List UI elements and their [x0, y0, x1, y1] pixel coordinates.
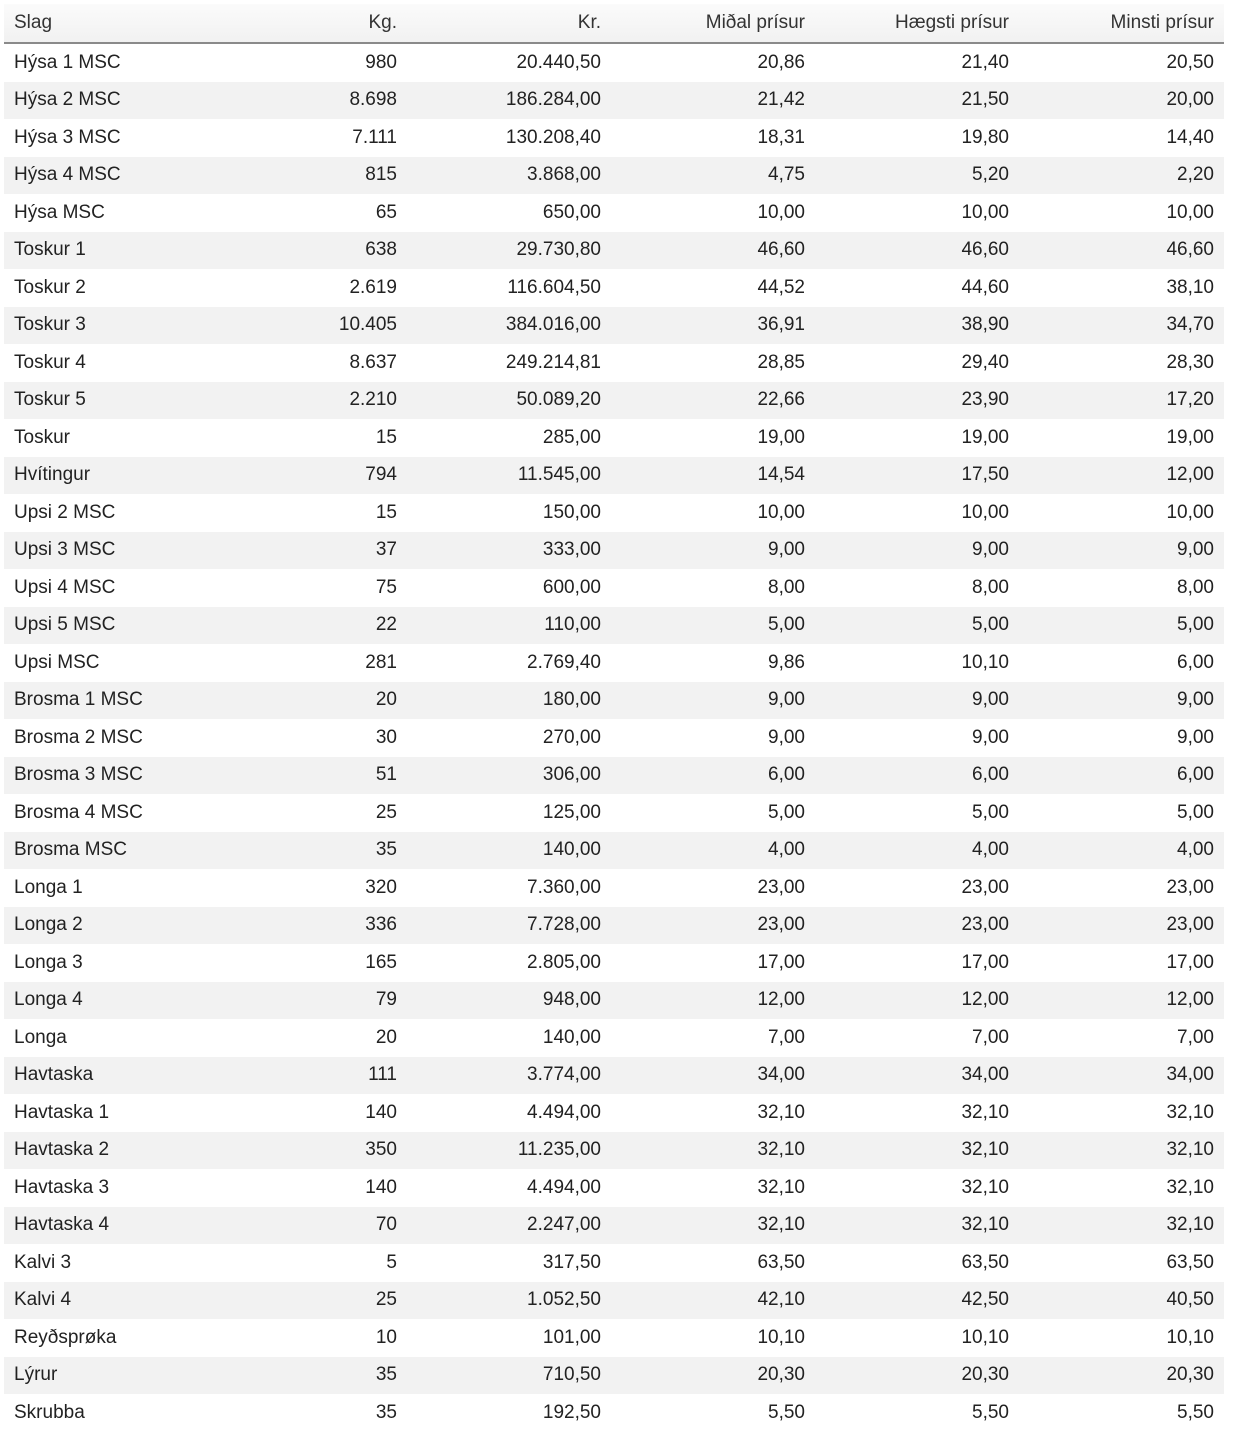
- cell-avg-price: 19,00: [757, 426, 805, 448]
- cell-max-price: 9,00: [815, 682, 1019, 720]
- cell-min-price: 12,00: [1019, 982, 1224, 1020]
- cell-slag: Havtaska: [4, 1057, 204, 1095]
- header-min-price[interactable]: Minsti prísur: [1019, 4, 1224, 43]
- cell-min-price: 20,30: [1019, 1357, 1224, 1395]
- cell-max-price: 9,00: [815, 532, 1019, 570]
- cell-slag: Brosma 4 MSC: [14, 801, 143, 823]
- cell-slag: Brosma 1 MSC: [4, 682, 204, 720]
- table-row: [4, 194, 1224, 232]
- cell-min-price: 2,20: [1019, 157, 1224, 195]
- cell-kg: 281: [365, 651, 397, 673]
- cell-min-price: 4,00: [1019, 832, 1224, 870]
- header-max-price[interactable]: Hægsti prísur: [815, 4, 1019, 43]
- cell-kg: 15: [375, 501, 397, 523]
- cell-kr: 110,00: [407, 607, 611, 645]
- table-row: [4, 1282, 1224, 1320]
- table-row: [4, 719, 1224, 757]
- cell-slag: Toskur 2: [14, 276, 86, 298]
- cell-kr: 650,00: [542, 201, 601, 223]
- cell-kr: 3.868,00: [407, 157, 611, 195]
- cell-avg-price: 20,30: [611, 1357, 815, 1395]
- table-row: [4, 1357, 1224, 1395]
- cell-max-price: 9,00: [972, 726, 1009, 748]
- cell-kg: 5: [386, 1251, 397, 1273]
- cell-min-price: 32,10: [1019, 1207, 1224, 1245]
- table-row: [4, 1244, 1224, 1282]
- cell-slag: Toskur 1: [4, 232, 204, 270]
- cell-avg-price: 22,66: [611, 382, 815, 420]
- cell-avg-price: 9,00: [611, 532, 815, 570]
- cell-min-price: 10,00: [1166, 201, 1214, 223]
- cell-avg-price: 63,50: [757, 1251, 805, 1273]
- cell-slag: Longa 1: [14, 876, 83, 898]
- cell-min-price: 38,10: [1166, 276, 1214, 298]
- cell-max-price: 10,10: [961, 651, 1009, 673]
- cell-max-price: 5,00: [815, 607, 1019, 645]
- cell-slag: Hýsa MSC: [14, 201, 105, 223]
- header-slag[interactable]: Slag: [4, 4, 204, 43]
- cell-max-price: 8,00: [972, 576, 1009, 598]
- cell-avg-price: 4,75: [611, 157, 815, 195]
- cell-avg-price: 44,52: [757, 276, 805, 298]
- cell-max-price: 29,40: [961, 351, 1009, 373]
- table-row: [4, 794, 1224, 832]
- cell-kr: 130.208,40: [505, 126, 601, 148]
- cell-max-price: 32,10: [815, 1207, 1019, 1245]
- cell-max-price: 10,00: [961, 201, 1009, 223]
- cell-kr: 11.235,00: [407, 1132, 611, 1170]
- cell-slag: Brosma MSC: [4, 832, 204, 870]
- table-row: [4, 43, 1224, 82]
- cell-max-price: 17,50: [815, 457, 1019, 495]
- cell-avg-price: 23,00: [611, 907, 815, 945]
- cell-kr: 384.016,00: [407, 307, 611, 345]
- cell-slag: Hýsa 4 MSC: [4, 157, 204, 195]
- cell-avg-price: 14,54: [611, 457, 815, 495]
- cell-avg-price: 17,00: [757, 951, 805, 973]
- cell-slag: Havtaska 2: [4, 1132, 204, 1170]
- cell-max-price: 21,40: [961, 51, 1009, 73]
- table-row: [4, 869, 1224, 907]
- cell-slag: Kalvi 3: [14, 1251, 72, 1273]
- cell-max-price: 23,90: [815, 382, 1019, 420]
- cell-kr: 306,00: [407, 757, 611, 795]
- cell-kg: 65: [375, 201, 397, 223]
- cell-kr: 948,00: [407, 982, 611, 1020]
- cell-avg-price: 18,31: [757, 126, 805, 148]
- cell-max-price: 7,00: [972, 1026, 1009, 1048]
- table-row: [4, 644, 1224, 682]
- cell-max-price: 32,10: [815, 1132, 1019, 1170]
- price-table: [4, 4, 1224, 1432]
- table-row: [4, 757, 1224, 795]
- cell-min-price: 23,00: [1019, 907, 1224, 945]
- cell-min-price: 63,50: [1166, 1251, 1214, 1273]
- cell-avg-price: 8,00: [768, 576, 805, 598]
- cell-kg: 70: [204, 1207, 407, 1245]
- cell-slag: Longa: [14, 1026, 67, 1048]
- table-row: [4, 1319, 1224, 1357]
- table-row: [4, 1132, 1224, 1170]
- table-row: [4, 1169, 1224, 1207]
- cell-max-price: 4,00: [815, 832, 1019, 870]
- cell-kg: 15: [375, 426, 397, 448]
- cell-avg-price: 4,00: [611, 832, 815, 870]
- cell-avg-price: 32,10: [611, 1207, 815, 1245]
- table-row: [4, 569, 1224, 607]
- cell-avg-price: 36,91: [611, 307, 815, 345]
- cell-slag: Upsi 5 MSC: [4, 607, 204, 645]
- table-row: [4, 119, 1224, 157]
- cell-min-price: 20,00: [1019, 82, 1224, 120]
- cell-kg: 20: [375, 1026, 397, 1048]
- cell-kg: 980: [365, 51, 397, 73]
- cell-avg-price: 10,00: [757, 501, 805, 523]
- table-row: [4, 382, 1224, 420]
- cell-avg-price: 10,10: [757, 1326, 805, 1348]
- cell-min-price: 23,00: [1166, 876, 1214, 898]
- cell-min-price: 14,40: [1166, 126, 1214, 148]
- cell-max-price: 32,10: [961, 1101, 1009, 1123]
- cell-kg: 336: [204, 907, 407, 945]
- cell-avg-price: 46,60: [611, 232, 815, 270]
- cell-slag: Longa 2: [4, 907, 204, 945]
- cell-kr: 249.214,81: [505, 351, 601, 373]
- cell-max-price: 5,00: [972, 801, 1009, 823]
- cell-min-price: 5,50: [1177, 1401, 1214, 1423]
- cell-min-price: 19,00: [1166, 426, 1214, 448]
- cell-kg: 2.210: [204, 382, 407, 420]
- cell-avg-price: 5,00: [611, 607, 815, 645]
- table-row: [4, 307, 1224, 345]
- cell-max-price: 19,00: [961, 426, 1009, 448]
- cell-min-price: 7,00: [1177, 1026, 1214, 1048]
- cell-min-price: 40,50: [1019, 1282, 1224, 1320]
- table-row: [4, 1094, 1224, 1132]
- cell-kg: 10.405: [204, 307, 407, 345]
- cell-avg-price: 23,00: [757, 876, 805, 898]
- cell-kr: 20.440,50: [516, 51, 601, 73]
- cell-kg: 111: [204, 1057, 407, 1095]
- cell-max-price: 10,10: [961, 1326, 1009, 1348]
- cell-max-price: 34,00: [815, 1057, 1019, 1095]
- table-row: [4, 1394, 1224, 1432]
- cell-max-price: 5,50: [972, 1401, 1009, 1423]
- cell-kg: 638: [204, 232, 407, 270]
- cell-kr: 29.730,80: [407, 232, 611, 270]
- cell-slag: Havtaska 4: [4, 1207, 204, 1245]
- table-row: [4, 1207, 1224, 1245]
- cell-kg: 35: [375, 1401, 397, 1423]
- cell-kg: 22: [204, 607, 407, 645]
- cell-kr: 11.545,00: [407, 457, 611, 495]
- cell-kg: 140: [365, 1176, 397, 1198]
- cell-slag: Toskur: [14, 426, 70, 448]
- cell-min-price: 20,50: [1166, 51, 1214, 73]
- cell-avg-price: 7,00: [768, 1026, 805, 1048]
- cell-kg: 25: [375, 801, 397, 823]
- cell-kr: 4.494,00: [527, 1176, 601, 1198]
- cell-avg-price: 9,86: [768, 651, 805, 673]
- header-kg[interactable]: Kg.: [204, 4, 407, 43]
- cell-max-price: 32,10: [961, 1176, 1009, 1198]
- cell-slag: Upsi 2 MSC: [14, 501, 116, 523]
- cell-kr: 285,00: [542, 426, 601, 448]
- table-header: [4, 4, 1224, 43]
- cell-max-price: 63,50: [961, 1251, 1009, 1273]
- cell-slag: Upsi 4 MSC: [14, 576, 116, 598]
- table-row: [4, 494, 1224, 532]
- cell-min-price: 9,00: [1019, 682, 1224, 720]
- cell-slag: Toskur 4: [14, 351, 86, 373]
- cell-kr: 600,00: [542, 576, 601, 598]
- cell-min-price: 12,00: [1019, 457, 1224, 495]
- cell-kg: 25: [204, 1282, 407, 1320]
- cell-kr: 140,00: [542, 1026, 601, 1048]
- table-row: [4, 344, 1224, 382]
- cell-kg: 79: [204, 982, 407, 1020]
- cell-min-price: 5,00: [1177, 801, 1214, 823]
- cell-min-price: 9,00: [1019, 532, 1224, 570]
- cell-slag: Hýsa 2 MSC: [4, 82, 204, 120]
- cell-avg-price: 20,86: [757, 51, 805, 73]
- cell-slag: Reyðsprøka: [14, 1326, 117, 1348]
- cell-kg: 8.637: [349, 351, 397, 373]
- cell-kr: 333,00: [407, 532, 611, 570]
- cell-kg: 35: [204, 832, 407, 870]
- cell-kr: 1.052,50: [407, 1282, 611, 1320]
- cell-avg-price: 32,10: [757, 1176, 805, 1198]
- cell-slag: Toskur 5: [4, 382, 204, 420]
- cell-slag: Brosma 3 MSC: [4, 757, 204, 795]
- header-avg-price[interactable]: Miðal prísur: [611, 4, 815, 43]
- cell-max-price: 44,60: [961, 276, 1009, 298]
- cell-kg: 794: [204, 457, 407, 495]
- cell-slag: Hvítingur: [4, 457, 204, 495]
- cell-max-price: 6,00: [815, 757, 1019, 795]
- cell-avg-price: 42,10: [611, 1282, 815, 1320]
- cell-max-price: 46,60: [815, 232, 1019, 270]
- cell-kr: 116.604,50: [507, 276, 601, 298]
- cell-slag: Havtaska 3: [14, 1176, 110, 1198]
- cell-kr: 2.805,00: [527, 951, 601, 973]
- cell-slag: Upsi 3 MSC: [4, 532, 204, 570]
- cell-kr: 150,00: [542, 501, 601, 523]
- cell-min-price: 34,00: [1019, 1057, 1224, 1095]
- cell-avg-price: 28,85: [757, 351, 805, 373]
- table-row: [4, 82, 1224, 120]
- cell-kg: 350: [204, 1132, 407, 1170]
- cell-slag: Lýrur: [4, 1357, 204, 1395]
- cell-kg: 8.698: [204, 82, 407, 120]
- cell-min-price: 17,00: [1166, 951, 1214, 973]
- cell-min-price: 32,10: [1019, 1132, 1224, 1170]
- cell-slag: Upsi MSC: [14, 651, 100, 673]
- cell-kg: 7.111: [352, 126, 397, 148]
- cell-kr: 317,50: [542, 1251, 601, 1273]
- cell-kr: 2.247,00: [407, 1207, 611, 1245]
- cell-slag: Hýsa 1 MSC: [14, 51, 121, 73]
- cell-kr: 2.769,40: [527, 651, 601, 673]
- cell-kg: 165: [365, 951, 397, 973]
- cell-avg-price: 10,00: [757, 201, 805, 223]
- cell-slag: Skrubba: [14, 1401, 85, 1423]
- cell-kr: 270,00: [542, 726, 601, 748]
- cell-kr: 50.089,20: [407, 382, 611, 420]
- cell-kg: 51: [204, 757, 407, 795]
- cell-min-price: 8,00: [1177, 576, 1214, 598]
- cell-min-price: 9,00: [1177, 726, 1214, 748]
- table-row: [4, 232, 1224, 270]
- cell-kg: 10: [375, 1326, 397, 1348]
- table-row: [4, 269, 1224, 307]
- cell-max-price: 42,50: [815, 1282, 1019, 1320]
- table-row: [4, 607, 1224, 645]
- cell-max-price: 17,00: [961, 951, 1009, 973]
- cell-slag: Longa 4: [4, 982, 204, 1020]
- cell-avg-price: 6,00: [611, 757, 815, 795]
- cell-avg-price: 9,00: [768, 726, 805, 748]
- table-row: [4, 157, 1224, 195]
- header-row: [4, 4, 1224, 43]
- cell-min-price: 6,00: [1177, 651, 1214, 673]
- table-row: [4, 1057, 1224, 1095]
- cell-kg: 30: [375, 726, 397, 748]
- table-row: [4, 457, 1224, 495]
- cell-kg: 2.619: [349, 276, 397, 298]
- cell-min-price: 10,00: [1166, 501, 1214, 523]
- cell-min-price: 34,70: [1019, 307, 1224, 345]
- cell-max-price: 5,20: [815, 157, 1019, 195]
- table-row: [4, 1019, 1224, 1057]
- cell-min-price: 6,00: [1019, 757, 1224, 795]
- cell-kr: 7.360,00: [527, 876, 601, 898]
- cell-avg-price: 9,00: [611, 682, 815, 720]
- cell-slag: Havtaska 1: [14, 1101, 110, 1123]
- cell-kg: 140: [365, 1101, 397, 1123]
- cell-kr: 101,00: [542, 1326, 601, 1348]
- cell-kr: 7.728,00: [407, 907, 611, 945]
- cell-avg-price: 21,42: [611, 82, 815, 120]
- cell-max-price: 12,00: [815, 982, 1019, 1020]
- table-row: [4, 682, 1224, 720]
- cell-kg: 20: [204, 682, 407, 720]
- cell-kr: 140,00: [407, 832, 611, 870]
- cell-kr: 186.284,00: [407, 82, 611, 120]
- cell-kg: 320: [365, 876, 397, 898]
- cell-slag: Longa 3: [14, 951, 83, 973]
- cell-kg: 815: [204, 157, 407, 195]
- cell-slag: Hýsa 3 MSC: [14, 126, 121, 148]
- cell-kr: 3.774,00: [407, 1057, 611, 1095]
- cell-avg-price: 5,00: [768, 801, 805, 823]
- table-row: [4, 907, 1224, 945]
- cell-max-price: 23,00: [961, 876, 1009, 898]
- cell-kg: 37: [204, 532, 407, 570]
- cell-kr: 125,00: [542, 801, 601, 823]
- cell-max-price: 10,00: [961, 501, 1009, 523]
- cell-avg-price: 5,50: [768, 1401, 805, 1423]
- cell-slag: Brosma 2 MSC: [14, 726, 143, 748]
- cell-max-price: 21,50: [815, 82, 1019, 120]
- cell-kr: 4.494,00: [527, 1101, 601, 1123]
- table-row: [4, 419, 1224, 457]
- cell-max-price: 23,00: [815, 907, 1019, 945]
- price-table-container: [4, 4, 1224, 1432]
- cell-min-price: 32,10: [1166, 1101, 1214, 1123]
- cell-avg-price: 12,00: [611, 982, 815, 1020]
- cell-max-price: 19,80: [961, 126, 1009, 148]
- cell-kg: 75: [375, 576, 397, 598]
- table-row: [4, 982, 1224, 1020]
- table-row: [4, 832, 1224, 870]
- table-row: [4, 944, 1224, 982]
- cell-kr: 192,50: [542, 1401, 601, 1423]
- cell-avg-price: 32,10: [757, 1101, 805, 1123]
- cell-max-price: 38,90: [815, 307, 1019, 345]
- cell-min-price: 5,00: [1019, 607, 1224, 645]
- cell-avg-price: 34,00: [611, 1057, 815, 1095]
- cell-min-price: 32,10: [1166, 1176, 1214, 1198]
- header-kr[interactable]: Kr.: [407, 4, 611, 43]
- cell-min-price: 17,20: [1019, 382, 1224, 420]
- cell-slag: Kalvi 4: [4, 1282, 204, 1320]
- cell-kr: 180,00: [407, 682, 611, 720]
- cell-min-price: 10,10: [1166, 1326, 1214, 1348]
- cell-min-price: 46,60: [1019, 232, 1224, 270]
- cell-max-price: 20,30: [815, 1357, 1019, 1395]
- cell-slag: Toskur 3: [4, 307, 204, 345]
- table-row: [4, 532, 1224, 570]
- cell-kr: 710,50: [407, 1357, 611, 1395]
- cell-kg: 35: [204, 1357, 407, 1395]
- table-body: [4, 43, 1224, 1432]
- cell-avg-price: 32,10: [611, 1132, 815, 1170]
- cell-min-price: 28,30: [1166, 351, 1214, 373]
